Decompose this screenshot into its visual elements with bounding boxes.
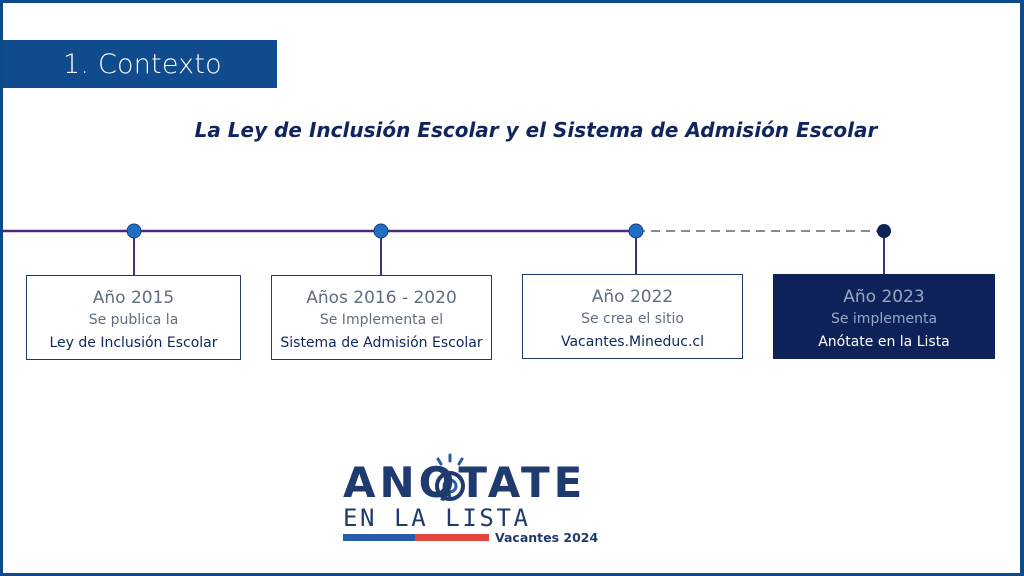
anotate-logo xyxy=(343,456,603,548)
timeline-desc: Se implementa xyxy=(830,311,938,327)
timeline-box-2022 xyxy=(522,274,743,359)
section-title: 1. Contexto xyxy=(63,48,222,80)
logo-tagline: Vacantes 2024 xyxy=(495,530,599,545)
timeline-year: Año 2023 xyxy=(843,287,925,307)
logo-line2: EN LA LISTA xyxy=(343,504,531,532)
timeline-dot xyxy=(877,224,891,238)
slide-subtitle: La Ley de Inclusión Escolar y el Sistema de Admisión Escolar xyxy=(194,118,878,142)
timeline-box-2016-2020 xyxy=(271,275,492,360)
timeline-highlight: Ley de Inclusión Escolar xyxy=(49,335,218,351)
timeline-desc: Se crea el sitio xyxy=(581,311,684,327)
timeline-desc: Se Implementa el xyxy=(319,312,444,328)
timeline-box-2023 xyxy=(773,274,995,359)
timeline-dot xyxy=(127,224,141,238)
timeline-box-2015 xyxy=(26,275,241,360)
timeline-year: Año 2015 xyxy=(92,288,175,308)
timeline-desc: Se publica la xyxy=(88,312,179,328)
logo-line1: ANOTATE xyxy=(343,458,587,507)
timeline-dot xyxy=(374,224,388,238)
timeline-highlight: Sistema de Admisión Escolar xyxy=(280,335,483,351)
timeline-year: Años 2016 - 2020 xyxy=(306,288,457,308)
timeline-dot xyxy=(629,224,643,238)
timeline-highlight: Anótate en la Lista xyxy=(818,334,950,350)
timeline-highlight: Vacantes.Mineduc.cl xyxy=(560,334,704,350)
timeline-year: Año 2022 xyxy=(591,287,674,307)
